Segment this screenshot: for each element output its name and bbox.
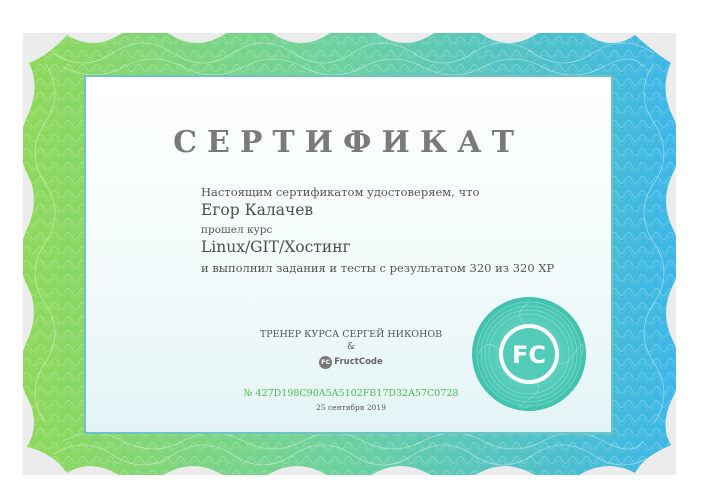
trainer-text: ТРЕНЕР КУРСА СЕРГЕЙ НИКОНОВ (259, 329, 443, 340)
certificate-number: № 427D198C90A5A5102FB17D32A57C0728 (243, 388, 459, 399)
passed-text: прошел курс (201, 224, 273, 236)
intro-text: Настоящим сертификатом удостоверяем, что (201, 185, 480, 199)
brand-logo (236, 354, 466, 370)
course-name: Linux/GIT/Хостинг (201, 238, 351, 256)
brand-name: FructCode (334, 357, 383, 367)
certificate-panel (84, 75, 613, 434)
certificate-card (23, 33, 676, 475)
certificate-title: СЕРТИФИКАТ (173, 125, 524, 160)
recipient-name: Егор Калачев (201, 201, 314, 219)
issue-date: 25 сентября 2019 (316, 403, 386, 412)
fructcode-logo-icon: FC (319, 356, 332, 369)
ampersand-text: & (346, 342, 355, 352)
seal-text: FC (511, 341, 547, 369)
result-text: и выполнил задания и тесты с результатом 320 из 320 XP (201, 261, 555, 275)
seal-icon (470, 295, 588, 413)
